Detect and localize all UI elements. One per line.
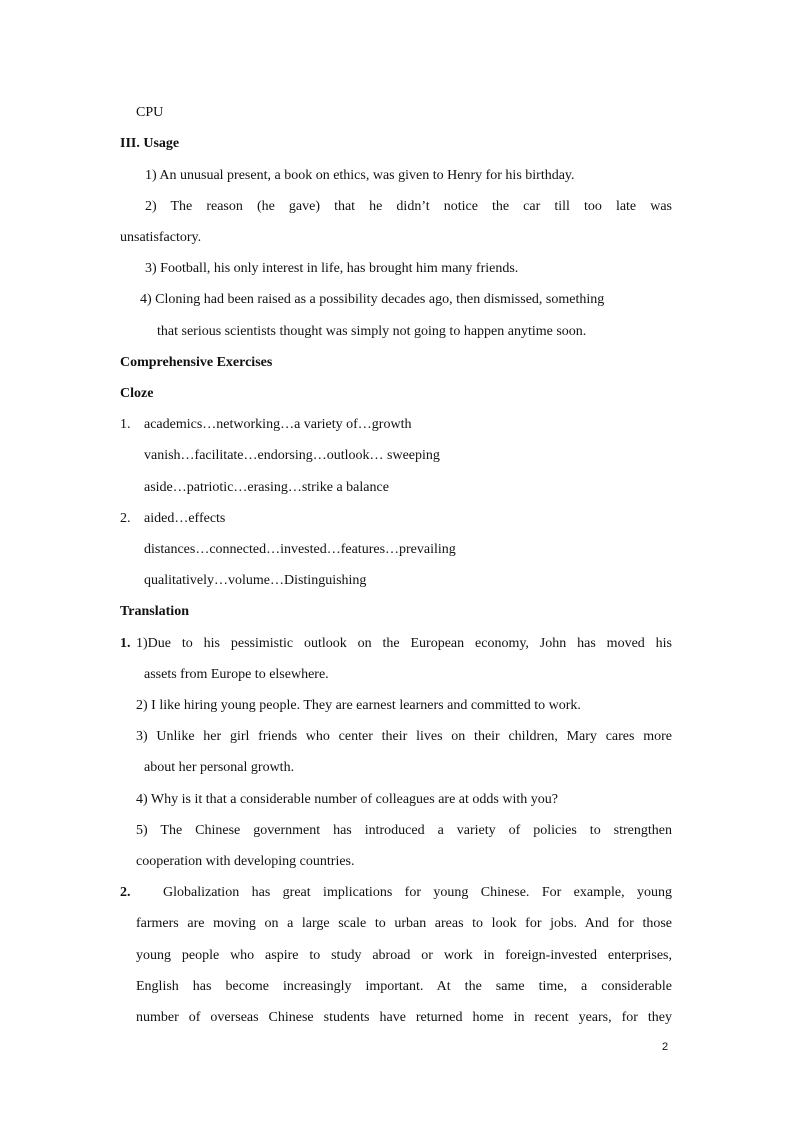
cloze-1-line-1: academics…networking…a variety of…growth	[144, 417, 412, 432]
comprehensive-heading: Comprehensive Exercises	[120, 355, 273, 370]
cpu-line: CPU	[136, 105, 164, 120]
translation-number-1: 1.	[120, 636, 131, 651]
translation-item-4: 4) Why is it that a considerable number of colleagues are at odds with you?	[136, 792, 558, 807]
cloze-2-line-1: aided…effects	[144, 511, 226, 526]
cloze-2-line-2: distances…connected…invested…features…prevailing	[144, 542, 456, 557]
translation-item-5: 5) The Chinese government has introduced a variety of policies to strengthen	[136, 823, 672, 838]
translation-passage-line-5: number of overseas Chinese students have returned home in recent years, for they	[136, 1010, 672, 1025]
translation-passage-line-3: young people who aspire to study abroad or work in foreign-invested enterprises,	[136, 948, 672, 963]
translation-item-1: 1)Due to his pessimistic outlook on the European economy, John has moved his	[136, 636, 672, 651]
translation-passage-line-1: Globalization has great implications for young Chinese. For example, young	[163, 885, 672, 900]
usage-item-4-cont: that serious scientists thought was simply not going to happen anytime soon.	[157, 324, 587, 339]
cloze-heading: Cloze	[120, 386, 154, 401]
translation-item-2: 2) I like hiring young people. They are earnest learners and committed to work.	[136, 698, 581, 713]
usage-heading: III. Usage	[120, 136, 180, 151]
cloze-2-line-3: qualitatively…volume…Distinguishing	[144, 573, 367, 588]
cloze-number-1: 1.	[120, 417, 131, 432]
usage-item-3: 3) Football, his only interest in life, has brought him many friends.	[145, 261, 519, 276]
usage-item-2: 2) The reason (he gave) that he didn’t notice the car till too late was	[145, 199, 672, 214]
translation-passage-line-4: English has become increasingly important. At the same time, a considerable	[136, 979, 672, 994]
translation-item-5-cont: cooperation with developing countries.	[136, 854, 355, 869]
usage-item-1: 1) An unusual present, a book on ethics, was given to Henry for his birthday.	[145, 168, 575, 183]
cloze-number-2: 2.	[120, 511, 131, 526]
translation-number-2: 2.	[120, 885, 131, 900]
translation-item-3-cont: about her personal growth.	[144, 760, 295, 775]
usage-item-2-cont: unsatisfactory.	[120, 230, 202, 245]
translation-heading: Translation	[120, 604, 189, 619]
usage-item-4: 4) Cloning had been raised as a possibility decades ago, then dismissed, something	[140, 292, 605, 307]
cloze-1-line-3: aside…patriotic…erasing…strike a balance	[144, 480, 389, 495]
translation-item-3: 3) Unlike her girl friends who center their lives on their children, Mary cares more	[136, 729, 672, 744]
cloze-1-line-2: vanish…facilitate…endorsing…outlook… sweeping	[144, 448, 440, 463]
translation-passage-line-2: farmers are moving on a large scale to urban areas to look for jobs. And for those	[136, 916, 672, 931]
page-number: 2	[662, 1041, 669, 1053]
translation-item-1-cont: assets from Europe to elsewhere.	[144, 667, 329, 682]
